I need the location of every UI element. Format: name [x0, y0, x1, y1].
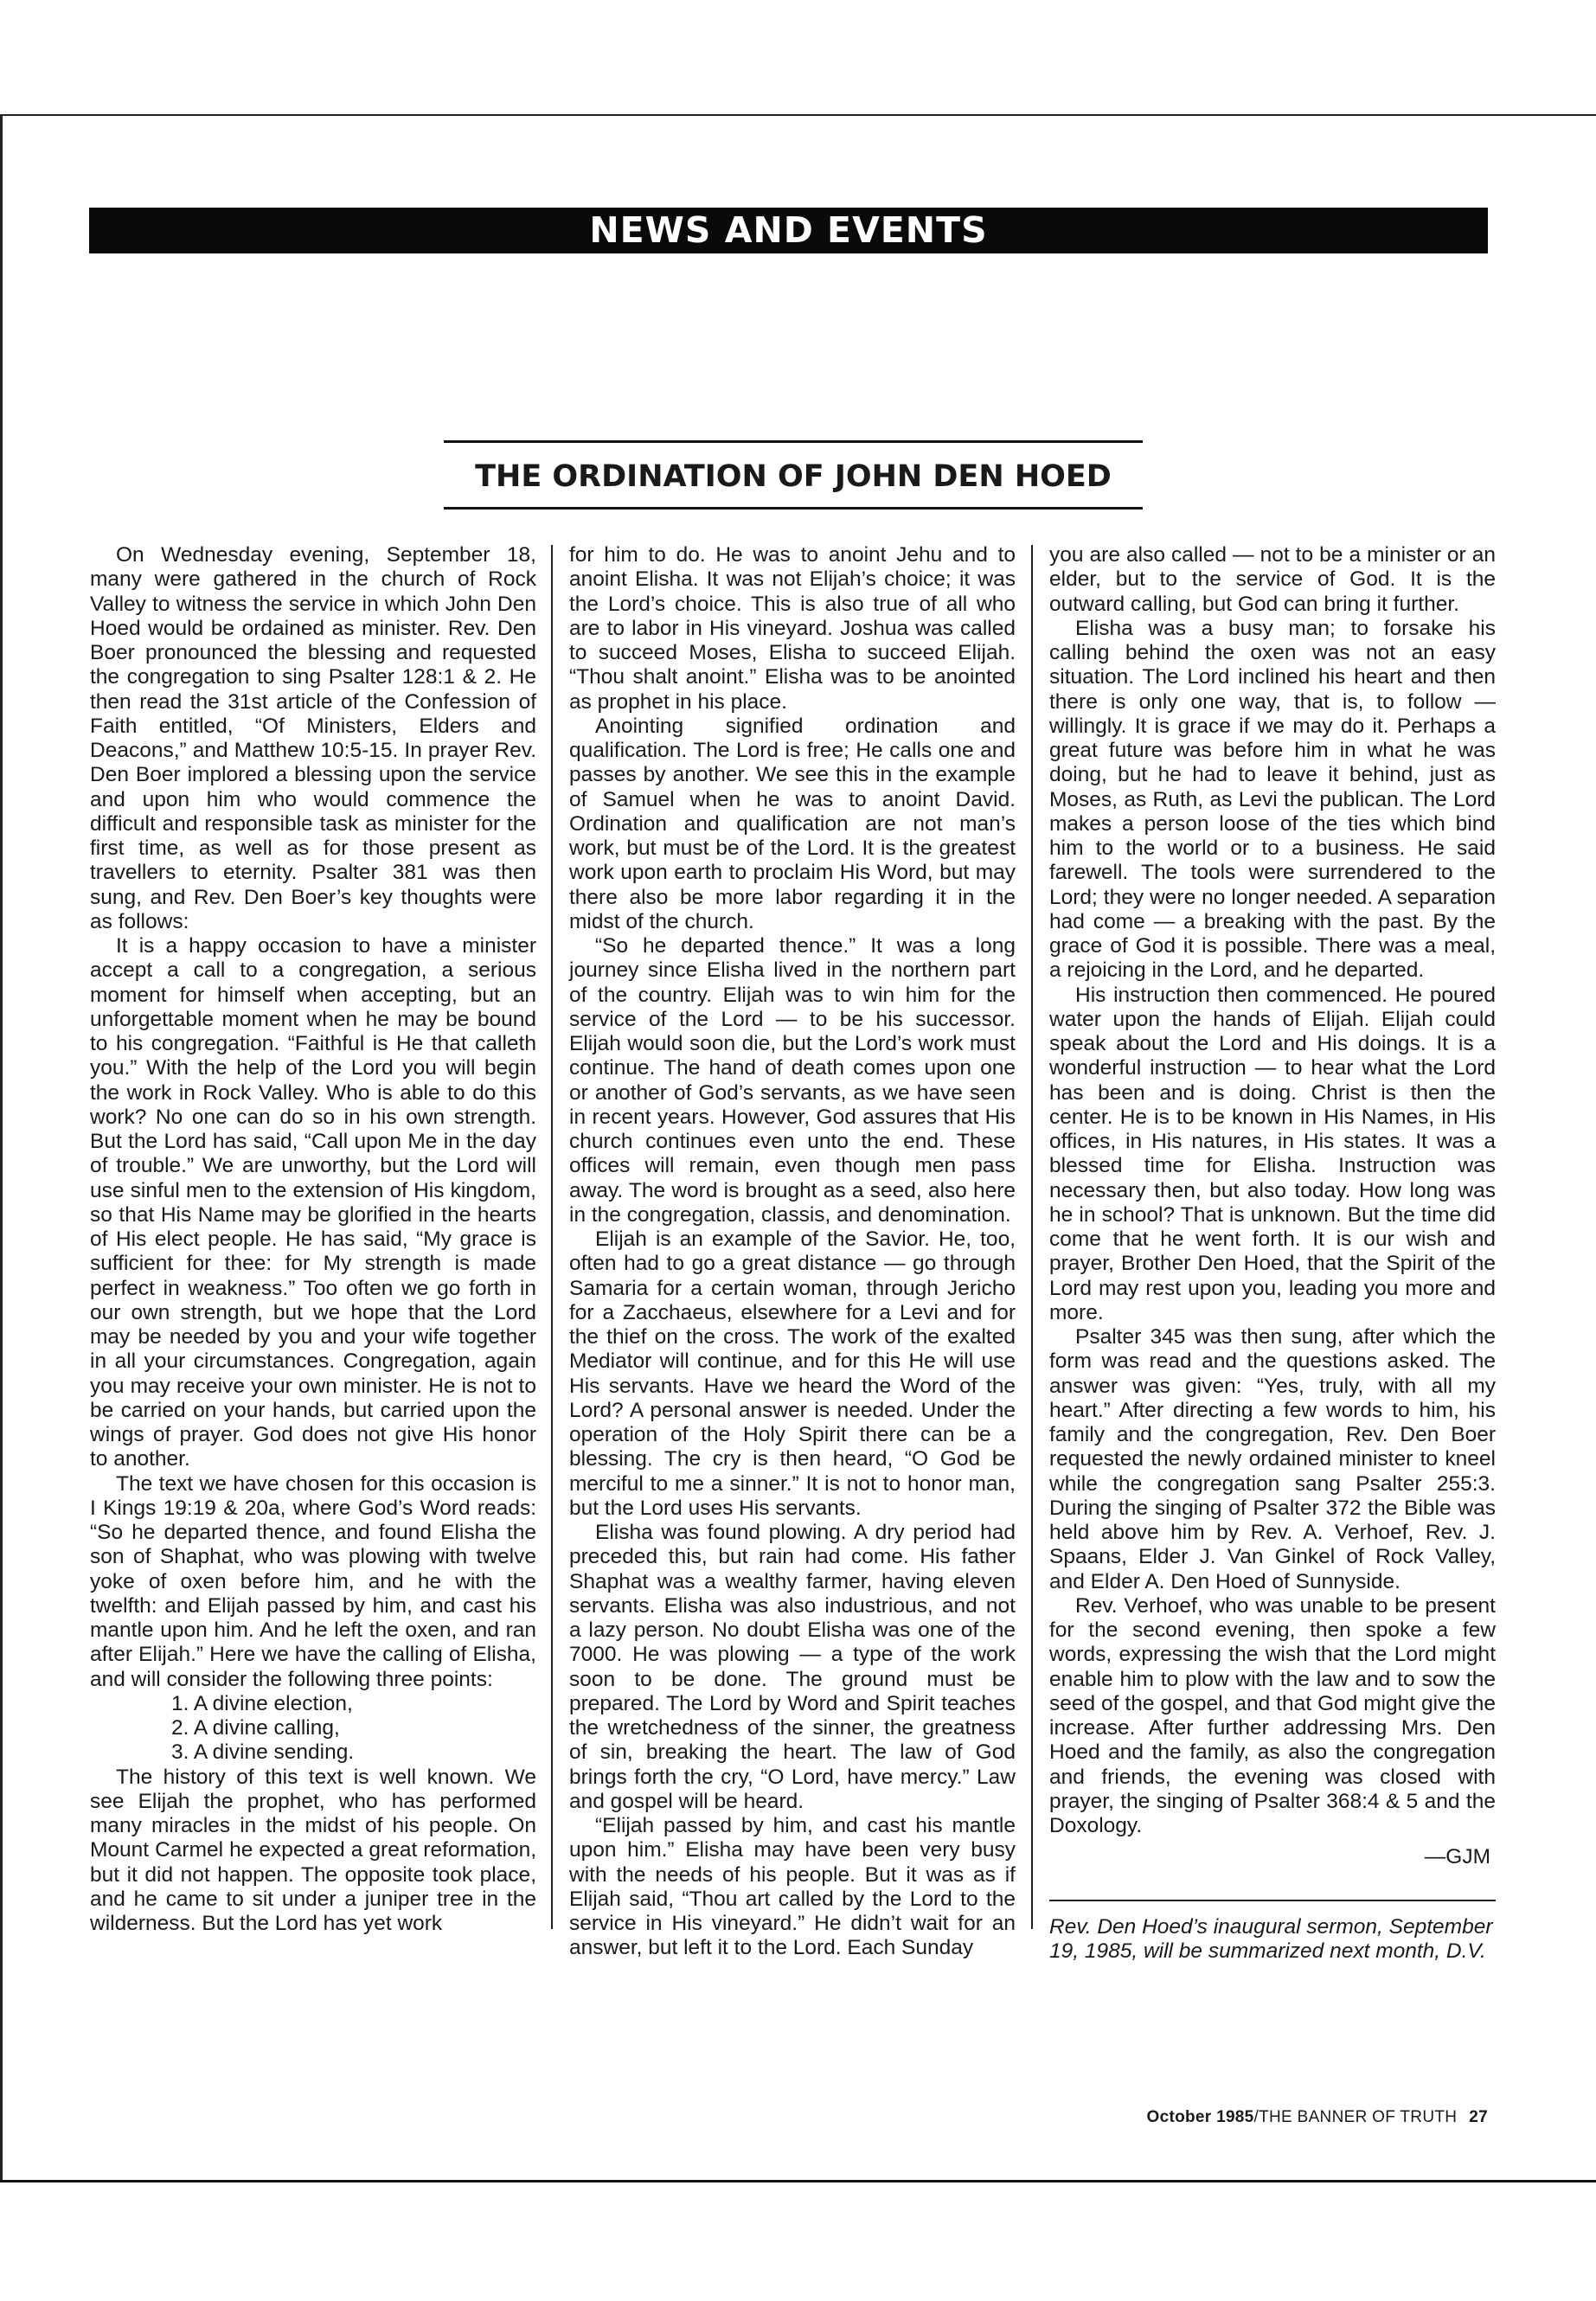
paragraph: It is a happy occasion to have a minister accept a call to a congregation, a serious moment for himself when accepting, but an unforgettable moment when he may be bound to his congregation. “Faithful is He that calleth you.” With the help of the Lord you will begin the work in Rock Valley. Who is able to do this work? No one can do so in his own strength. But the Lord has said, “Call upon Me in the day of trouble.” We are unworthy, but the Lord will use sinful men to the extension of His kingdom, so that His Name may be glorified in the hearts of His elect people. He has said, “My grace is sufficient for thee: for My strength is made perfect in weakness.” Too often we go forth in our own strength, but we hope that the Lord may be needed by you and your wife together in all your circumstances. Congregation, again you may receive your own minister. He is not to be carried on your hands, but carried upon the wings of prayer. God does not give His honor to another. — [90, 934, 536, 1471]
list-item: 3. A divine sending. — [171, 1740, 355, 1765]
article-title: THE ORDINATION OF JOHN DEN HOED — [475, 459, 1112, 494]
paragraph: His instruction then commenced. He poured water upon the hands of Elijah. Elijah could speak about the Lord and His doings. It is a wonderful instruction — to hear what the Lord has been and is doing. Christ is then the center. He is to be known in His Names, in His offices, in His natures, in His states. It was a blessed time for Elisha. Instruction was necessary then, but also today. How long was he in school? That is unknown. But the time did come that he went forth. It is our wish and prayer, Brother Den Hoed, that the Spirit of the Lord may rest upon you, leading you more and more. — [1049, 983, 1496, 1324]
page-edge-bottom — [0, 2180, 1596, 2182]
paragraph: for him to do. He was to anoint Jehu and to anoint Elisha. It was not Elijah’s choice; it was the Lord’s choice. This is also true of all who are to labor in His vineyard. Joshua was called to succeed Moses, Elisha to succeed Elijah. “Thou shalt anoint.” Elisha was to be anointed as prophet in his place. — [569, 543, 1016, 714]
paragraph: The text we have chosen for this occasion is I Kings 19:19 & 20a, where God’s Word reads: “So he departed thence, and found Elisha the son of Shaphat, who was plowing with twelve yoke of oxen before him, and he with the twelfth: and Elijah passed by him, and cast his mantle upon him. And he left the oxen, and ran after Elijah.” Here we have the calling of Elisha, and will consider the following three points: — [90, 1471, 536, 1691]
article-column-3 — [1049, 543, 1496, 1964]
paragraph: “Elijah passed by him, and cast his mantle upon him.” Elisha may have been very busy with the needs of his people. But it was as if Elijah said, “Thou art called by the Lord to the service in His vineyard.” He didn’t wait for an answer, but left it to the Lord. Each Sunday — [569, 1814, 1016, 1960]
paragraph: Rev. Verhoef, who was unable to be present for the second evening, then spoke a few words, expressing the wish that the Lord might enable him to plow with the law and to sow the seed of the gospel, and that God might give the increase. After further addressing Mrs. Den Hoed and the family, as also the congregation and friends, the evening was closed with prayer, the singing of Psalter 368:4 & 5 and the Doxology. — [1049, 1593, 1496, 1837]
article-title-block — [444, 440, 1143, 510]
paragraph: Psalter 345 was then sung, after which the form was read and the questions asked. The answer was given: “Yes, truly, with all my heart.” After directing a few words to him, his family and the congregation, Rev. Den Boer requested the newly ordained minister to kneel while the congregation sang Psalter 255:3. During the singing of Psalter 372 the Bible was held above him by Rev. A. Verhoef, Rev. J. Spaans, Elder J. Van Ginkel of Rock Valley, and Elder A. Den Hoed of Sunnyside. — [1049, 1325, 1496, 1593]
page-footer — [1038, 2107, 1488, 2128]
column-divider — [551, 545, 553, 1929]
author-signature: —GJM — [1424, 1845, 1490, 1869]
editor-note: Rev. Den Hoed’s inaugural sermon, September 19, 1985, will be summarized next month, D.V. — [1049, 1914, 1493, 1963]
paragraph: Elisha was a busy man; to forsake his calling behind the oxen was not an easy situation. The Lord inclined his heart and then there is only one way, that is, to follow — willingly. It is grace if we may do it. Perhaps a great future was before him in what he was doing, but he had to leave it behind, just as Moses, as Ruth, as Levi the publican. The Lord makes a person loose of the ties which bind him to the world or to a business. He said farewell. The tools were surrendered to the Lord; they were no longer needed. A separation had come — a breaking with the past. By the grace of God it is possible. There was a meal, a rejoicing in the Lord, and he departed. — [1049, 616, 1496, 983]
paragraph: “So he departed thence.” It was a long journey since Elisha lived in the northern part of the country. Elijah was to win him for the service of the Lord — to be his successor. Elijah would soon die, but the Lord’s work must continue. The hand of death comes upon one or another of God’s servants, as we have seen in recent years. However, God assures that His church continues even unto the end. These offices will remain, even though men pass away. The word is brought as a seed, also here in the congregation, classis, and denomination. — [569, 934, 1016, 1227]
page-edge-left — [0, 114, 3, 2182]
list-item: 2. A divine calling, — [171, 1716, 340, 1740]
paragraph: Anointing signified ordination and qualification. The Lord is free; He calls one and passes by another. We see this in the example of Samuel when he was to anoint David. Ordination and qualification are not man’s work, but must be of the Lord. It is the greatest work upon earth to proclaim His Word, but may there also be more labor regarding it in the midst of the church. — [569, 714, 1016, 933]
publication-name: /THE BANNER OF TRUTH — [1253, 2108, 1458, 2126]
title-rule-bottom — [444, 507, 1143, 510]
paragraph: Elisha was found plowing. A dry period had preceded this, but rain had come. His father Shaphat was a wealthy farmer, having eleven servants. Elisha was also industrious, and not a lazy person. No doubt Elisha was one of the 7000. He was plowing — a type of the work soon to be done. The ground must be prepared. The Lord by Word and Spirit teaches the wretchedness of the sinner, the greatness of sin, breaking the heart. The law of God brings forth the cry, “O Lord, have mercy.” Law and gospel will be heard. — [569, 1521, 1016, 1813]
list-item: 1. A divine election, — [171, 1691, 353, 1715]
issue-date: October 1985 — [1146, 2108, 1254, 2126]
article-column-2 — [569, 543, 1016, 1961]
note-divider — [1049, 1900, 1496, 1901]
paragraph: you are also called — not to be a minister or an elder, but to the service of God. It is the outward calling, but God can bring it further. — [1049, 543, 1496, 616]
paragraph: Elijah is an example of the Savior. He, too, often had to go a great distance — go through Samaria for a certain woman, through Jericho for a Zacchaeus, elsewhere for a Levi and for the thief on the cross. The work of the exalted Mediator will continue, and for this He will use His servants. Have we heard the Word of the Lord? A personal answer is needed. Under the operation of the Holy Spirit there can be a blessing. The cry is then heard, “O God be merciful to me a sinner.” It is not to honor man, but the Lord uses His servants. — [569, 1227, 1016, 1520]
page-edge-top — [0, 114, 1596, 116]
page-number: 27 — [1469, 2108, 1488, 2126]
column-divider — [1031, 545, 1033, 1929]
section-banner: NEWS AND EVENTS — [89, 208, 1488, 253]
article-column-1 — [90, 543, 536, 1936]
paragraph: The history of this text is well known. We see Elijah the prophet, who has performed many miracles in the midst of his people. On Mount Carmel he expected a great reformation, but it did not happen. The opposite took place, and he came to sit under a juniper tree in the wilderness. But the Lord has yet work — [90, 1765, 536, 1935]
paragraph: On Wednesday evening, September 18, many were gathered in the church of Rock Valley to witness the service in which John Den Hoed would be ordained as minister. Rev. Den Boer pronounced the blessing and requested the congregation to sing Psalter 128:1 & 2. He then read the 31st article of the Confession of Faith entitled, “Of Ministers, Elders and Deacons,” and Matthew 10:5-15. In prayer Rev. Den Boer implored a blessing upon the service and upon him who would commence the difficult and responsible task as minister for the first time, as well as for those present as travellers to eternity. Psalter 381 was then sung, and Rev. Den Boer’s key thoughts were as follows: — [90, 543, 536, 933]
